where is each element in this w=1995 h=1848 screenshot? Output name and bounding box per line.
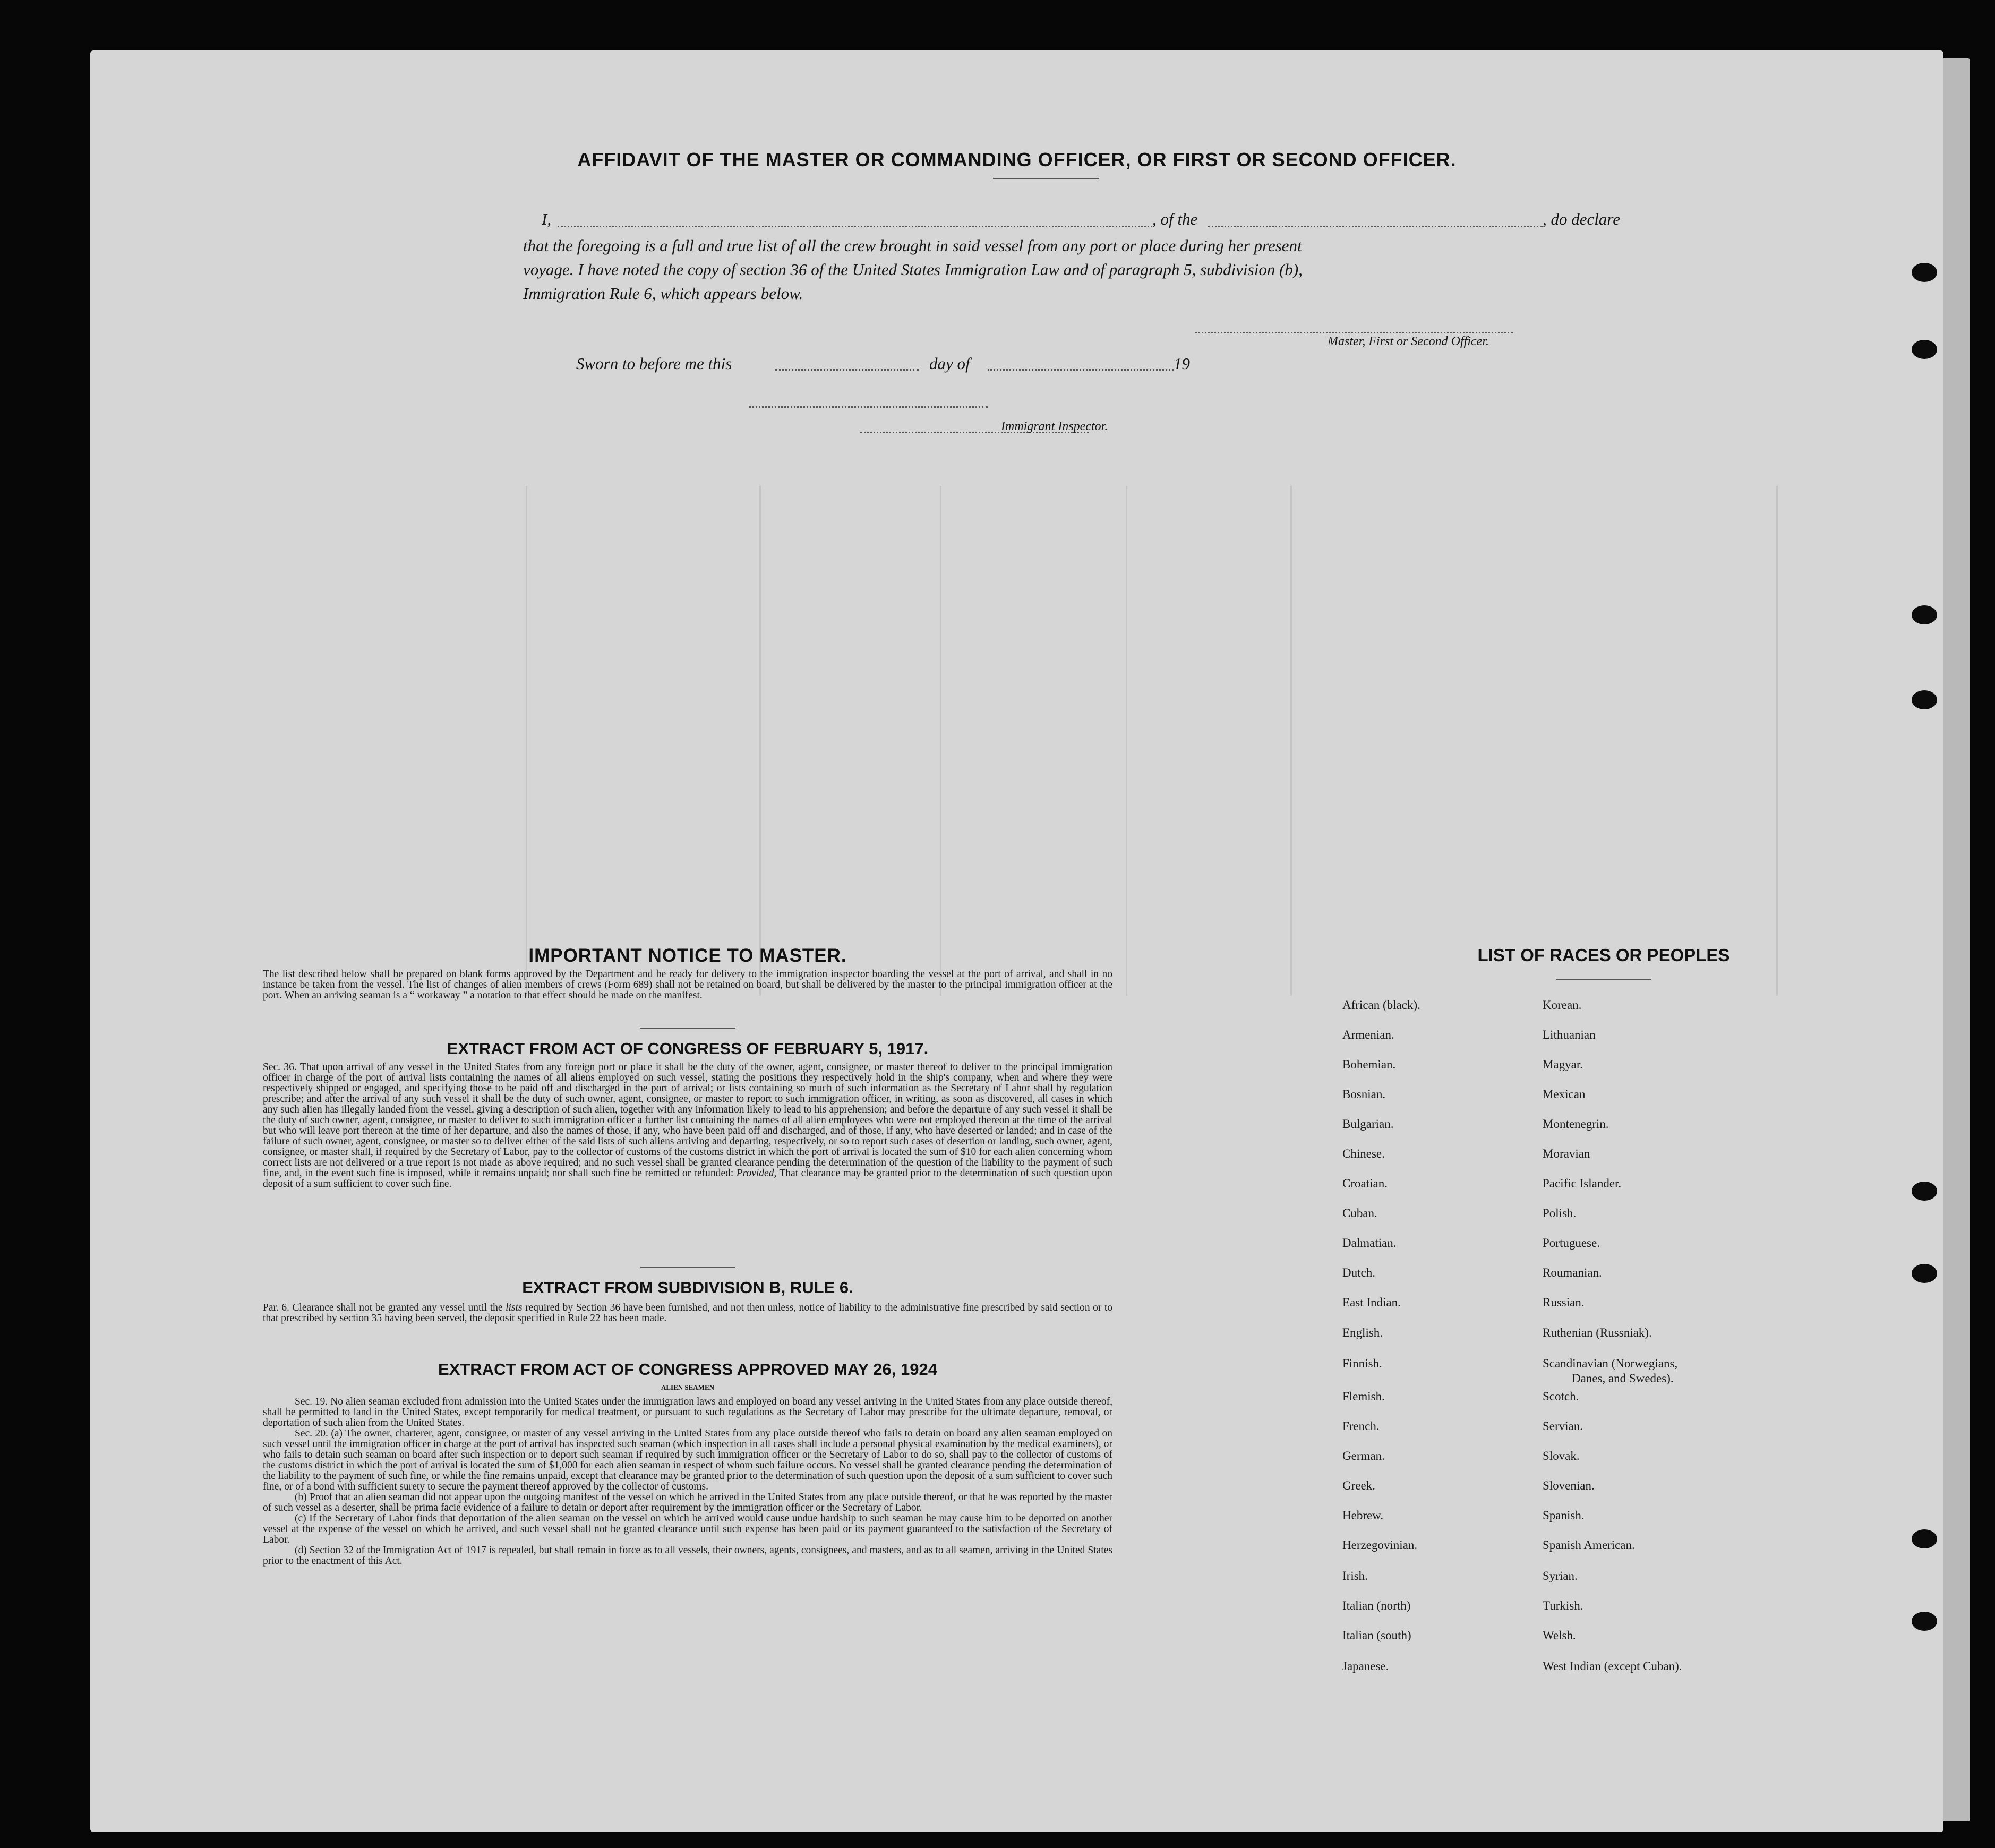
- race-item: Bulgarian.: [1342, 1117, 1394, 1131]
- race-item: East Indian.: [1342, 1296, 1401, 1309]
- extract-1924-sec20c: (c) If the Secretary of Labor finds that deportation of the alien seaman on the vessel on which he arrived would cause undue hardship to such seaman he may cause him to be deported on another vessel at the expense of the vessel on which he arrived, and such vessel shall not be granted clearance until such expense has been paid or its payment guaranteed to the satisfaction of the Secretary of Labor.: [263, 1513, 1112, 1545]
- race-item: Danes, and Swedes).: [1572, 1372, 1674, 1385]
- year-label: 19: [1174, 354, 1190, 373]
- extract-1917-text: [263, 1062, 1112, 1190]
- affidavit-body-line-3: Immigration Rule 6, which appears below.: [523, 284, 803, 303]
- race-item: Finnish.: [1342, 1357, 1382, 1370]
- affidavit-of-the-label: , of the: [1152, 210, 1198, 228]
- race-item: Portuguese.: [1543, 1236, 1600, 1250]
- race-item: German.: [1342, 1449, 1385, 1462]
- sworn-month-blank[interactable]: [988, 369, 1174, 371]
- notice-text: The list described below shall be prepared on blank forms approved by the Department and be ready for delivery to the immigration inspector boarding the vessel at the port of arrival, and shall in no instance be taken from the vessel. The list of changes of alien members of crews (Form 689) shall not be retained on board, but shall be delivered by the master to the principal immigration officer at the port. When an arriving seaman is a “ workaway ” a notation to that effect should be made on the manifest.: [263, 969, 1112, 1001]
- affidavit-body-line-2: voyage. I have noted the copy of section 36 of the United States Immigration Law and of paragraph 5, subdivision (b),: [523, 260, 1303, 279]
- race-item: Armenian.: [1342, 1028, 1394, 1041]
- race-item: Slovak.: [1543, 1449, 1580, 1462]
- divider: [1556, 979, 1651, 980]
- inspector-label: Immigrant Inspector.: [1001, 420, 1108, 433]
- ghost-column-line: [759, 486, 761, 996]
- race-item: Korean.: [1543, 998, 1582, 1012]
- name-blank-line[interactable]: [558, 226, 1152, 227]
- race-item: Italian (north): [1342, 1599, 1411, 1612]
- binder-hole: [1912, 1264, 1937, 1283]
- affidavit-i-label: I,: [542, 210, 552, 228]
- divider: [640, 1267, 735, 1268]
- extract-1924-sec19: Sec. 19. No alien seaman excluded from admission into the United States under the immigration laws and employed on board any vessel arriving in the United States from any place outside thereof, shall be permitted to land in the United States, except temporarily for medical treatment, or pursuant to such regulations as the Secretary of Labor may prescribe for the ultimate departure, removal, or deportation of such alien from the United States.: [263, 1396, 1112, 1428]
- race-item: Flemish.: [1342, 1390, 1385, 1403]
- affidavit-body-line-1: that the foregoing is a full and true list of all the crew brought in said vessel from any port or place during her present: [523, 236, 1302, 255]
- races-title: LIST OF RACES OR PEOPLES: [1477, 945, 1730, 965]
- manifest-sheet: [90, 50, 1943, 1832]
- binder-hole: [1912, 1612, 1937, 1631]
- race-item: Dutch.: [1342, 1266, 1375, 1279]
- race-item: Montenegrin.: [1543, 1117, 1609, 1131]
- extract-1924-sec20a: Sec. 20. (a) The owner, charterer, agent, consignee, or master of any vessel arriving in the United States from any place outside thereof who fails to detain on board any alien seaman employed on such vessel until the immigration officer in charge at the port of arrival has inspected such seaman (which inspection in all cases shall include a personal physical examination by the medical examiners), or who fails to detain such seaman on board after such inspection or to deport such seaman if required by such immigration officer or the Secretary of Labor to do so, shall pay to the collector of customs of the customs district in which the port of arrival is located the sum of $1,000 for each alien seaman in respect of whom such failure occurs. No vessel shall be granted clearance pending the determination of the liability to the payment of such fine, or while the fine remains unpaid, except that clearance may be granted prior to the determination of such question upon the deposit of a sum sufficient to cover such fine, or of a bond with sufficient surety to secure the payment thereof approved by the collector of customs.: [263, 1428, 1112, 1492]
- race-item: Ruthenian (Russniak).: [1543, 1326, 1652, 1339]
- race-item: Scandinavian (Norwegians,: [1543, 1357, 1678, 1370]
- ghost-column-line: [1126, 486, 1127, 996]
- binder-hole: [1912, 1529, 1937, 1548]
- race-item: English.: [1342, 1326, 1383, 1339]
- binder-hole: [1912, 1182, 1937, 1201]
- race-item: Herzegovinian.: [1342, 1538, 1418, 1552]
- extract-rule6-lists: lists: [506, 1302, 523, 1313]
- ghost-column-line: [526, 486, 527, 996]
- divider: [640, 1028, 735, 1029]
- extract-1924-sec20d: (d) Section 32 of the Immigration Act of 1917 is repealed, but shall remain in force as to all vessels, their owners, agents, consignees, and masters, and as to all seamen, arriving in the United States prior to the enactment of this Act.: [263, 1545, 1112, 1567]
- race-item: Moravian: [1543, 1147, 1590, 1160]
- master-signature-line[interactable]: [1195, 332, 1513, 333]
- notice-title: IMPORTANT NOTICE TO MASTER.: [528, 945, 847, 966]
- extract-rule6-text-b: required by Section 36 have been furnished, and not then unless, notice of liability to the administrative fine prescribed by said section or to that prescribed by section 35 having been served, the deposit specified in Rule 22 has been made.: [263, 1302, 1113, 1324]
- affidavit-declare-label: , do declare: [1543, 210, 1621, 228]
- extract-1924-body: [263, 1397, 1112, 1567]
- race-item: Cuban.: [1342, 1207, 1377, 1220]
- extract-1924-sec20b: (b) Proof that an alien seaman did not appear upon the outgoing manifest of the vessel on which he arrived in the United States from any place outside thereof, or that he was reported by the master of such vessel as a deserter, shall be prima facie evidence of a failure to detain or deport after requirement by the immigration officer or the Secretary of Labor.: [263, 1492, 1112, 1513]
- binder-hole: [1912, 263, 1937, 282]
- race-item: Roumanian.: [1543, 1266, 1602, 1279]
- race-item: Scotch.: [1543, 1390, 1579, 1403]
- ghost-column-line: [1776, 486, 1778, 996]
- race-item: Dalmatian.: [1342, 1236, 1397, 1250]
- race-item: West Indian (except Cuban).: [1543, 1659, 1682, 1673]
- race-item: Mexican: [1543, 1088, 1586, 1101]
- extract-1924-title: EXTRACT FROM ACT OF CONGRESS APPROVED MAY 26, 1924: [438, 1360, 937, 1379]
- extract-rule6-text: [263, 1303, 1112, 1324]
- ghost-column-line: [940, 486, 941, 996]
- race-item: Croatian.: [1342, 1177, 1388, 1190]
- binder-hole: [1912, 605, 1937, 624]
- race-item: Lithuanian: [1543, 1028, 1596, 1041]
- master-signature-label: Master, First or Second Officer.: [1328, 335, 1489, 348]
- vessel-blank-line[interactable]: [1208, 226, 1543, 227]
- race-item: Italian (south): [1342, 1629, 1411, 1642]
- race-item: Pacific Islander.: [1543, 1177, 1622, 1190]
- race-item: Bohemian.: [1342, 1058, 1396, 1071]
- race-item: Bosnian.: [1342, 1088, 1386, 1101]
- race-item: Japanese.: [1342, 1659, 1389, 1673]
- race-item: Spanish.: [1543, 1509, 1585, 1522]
- race-item: Servian.: [1543, 1419, 1583, 1433]
- extract-1917-text-a: Sec. 36. That upon arrival of any vessel in the United States from any foreign port or place it shall be the duty of the owner, agent, consignee, or master thereof to deliver to the principal immigration officer in charge of the port of arrival lists containing the names of all aliens employed on such vessel, stating the positions they respectively hold in the ship's company, when and where they were respectively shipped or engaged, and specifying those to be paid off and discharged in the port of arrival; or lists containing so much of such information as the Secretary of Labor shall by regulation prescribe; and after the arrival of any such vessel it shall be the duty of such owner, agent, consignee, or master to report to such immigration officer, in writing, as soon as discovered, all cases in which any such alien has illegally landed from the vessel, giving a description of such alien, together with any information likely to lead to his apprehension; and before the departure of any such vessel it shall be the duty of such owner, agent, consignee, or master to deliver to such immigration officer a further list containing the names of all alien employees who were not employed thereon at the time of the arrival but who will leave port thereon at the time of her departure, and also the names of those, if any, who have been paid off and discharged, and of those, if any, who have deserted or landed; and in case of the failure of such owner, agent, consignee, or master so to deliver either of the said lists of such aliens arriving and departing, respectively, or so to report such cases of desertion or landing, such owner, agent, consignee, or master shall, if required by the Secretary of Labor, pay to the collector of customs of the customs district in which the port of arrival is located the sum of $10 for each alien concerning whom correct lists are not delivered or a true report is not made as above required; and no such vessel shall be granted clearance pending the determination of the question of the liability to the payment of such fine, and, in the event such fine is imposed, while it remains unpaid; nor shall such fine be remitted or refunded:: [263, 1062, 1112, 1179]
- extract-1917-text-b: That clearance may be granted prior to the determination of such question upon deposit of a sum sufficient to cover such fine.: [263, 1168, 1112, 1190]
- race-item: French.: [1342, 1419, 1380, 1433]
- race-item: Chinese.: [1342, 1147, 1385, 1160]
- extract-1917-title: EXTRACT FROM ACT OF CONGRESS OF FEBRUARY 5, 1917.: [447, 1039, 929, 1058]
- race-item: Magyar.: [1543, 1058, 1583, 1071]
- binder-hole: [1912, 690, 1937, 709]
- extract-1924-subtitle: ALIEN SEAMEN: [661, 1383, 715, 1391]
- race-item: Polish.: [1543, 1207, 1577, 1220]
- extract-1917-provided: Provided,: [736, 1168, 777, 1179]
- sworn-label: Sworn to before me this: [576, 354, 732, 373]
- inspector-signature-line[interactable]: [749, 406, 988, 408]
- ghost-column-line: [1290, 486, 1292, 996]
- race-item: Hebrew.: [1342, 1509, 1384, 1522]
- binder-hole: [1912, 340, 1937, 359]
- race-item: Irish.: [1342, 1569, 1368, 1582]
- race-item: Greek.: [1342, 1479, 1375, 1492]
- race-item: Welsh.: [1543, 1629, 1576, 1642]
- race-item: Syrian.: [1543, 1569, 1578, 1582]
- race-item: Spanish American.: [1543, 1538, 1635, 1552]
- extract-rule6-text-a: Par. 6. Clearance shall not be granted any vessel until the: [263, 1302, 503, 1313]
- affidavit-title: AFFIDAVIT OF THE MASTER OR COMMANDING OFFICER, OR FIRST OR SECOND OFFICER.: [577, 149, 1457, 170]
- race-item: Russian.: [1543, 1296, 1585, 1309]
- sworn-day-blank[interactable]: [775, 369, 919, 371]
- race-item: Slovenian.: [1543, 1479, 1595, 1492]
- day-of-label: day of: [929, 354, 970, 373]
- race-item: African (black).: [1342, 998, 1420, 1012]
- extract-rule6-title: EXTRACT FROM SUBDIVISION B, RULE 6.: [522, 1278, 853, 1297]
- race-item: Turkish.: [1543, 1599, 1583, 1612]
- title-divider: [993, 178, 1099, 179]
